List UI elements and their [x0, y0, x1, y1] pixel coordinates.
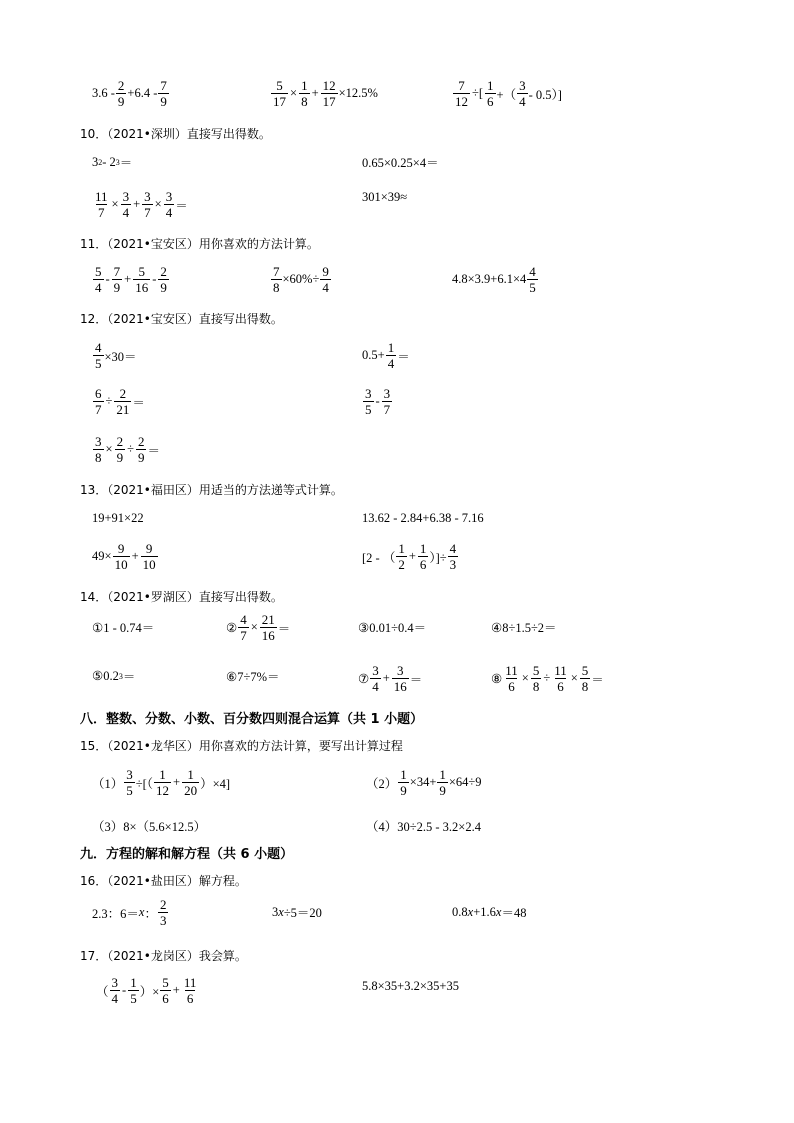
fraction: $\frac{9}{10}$ — [114, 541, 128, 572]
fraction: $\frac{4}{5}$ — [529, 264, 536, 295]
fraction: $\frac{1}{5}$ — [130, 975, 137, 1006]
fraction: $\frac{7}{8}$ — [273, 264, 280, 295]
question-17-title: 17．（2021•龙岗区）我会算。 — [80, 949, 247, 963]
q12-expr-d: $\frac{3}{5}$ - $\frac{3}{7}$ — [365, 386, 391, 417]
q14-expr-4: ④8÷1.5÷2＝ — [491, 621, 557, 635]
fraction: $\frac{1}{6}$ — [487, 78, 494, 109]
fraction: $\frac{9}{10}$ — [142, 541, 156, 572]
question-10-title: 10．（2021•深圳）直接写出得数。 — [80, 127, 271, 141]
question-16-title: 16．（2021•盐田区）解方程。 — [80, 874, 247, 888]
q15-expr-1: （1） $\frac{3}{5}$ ÷[（ $\frac{1}{12}$ + $\frac{1}{20}$ ）×4] — [92, 767, 231, 798]
fraction: $\frac{1}{4}$ — [387, 340, 395, 371]
q11-expr-a: $\frac{5}{4}$ - $\frac{7}{9}$ + $\frac{5}{16}$ - $\frac{2}{9}$ — [95, 264, 167, 295]
q13-expr-c: 49× $\frac{9}{10}$ + $\frac{9}{10}$ — [92, 541, 156, 572]
fraction: $\frac{3}{4}$ — [519, 78, 526, 109]
fraction: $\frac{2}{21}$ — [116, 386, 130, 417]
q14-expr-1: ①1 - 0.74＝ — [92, 621, 155, 635]
fraction: $\frac{9}{4}$ — [322, 264, 329, 295]
fraction: $\frac{3}{4}$ — [111, 975, 119, 1006]
fraction: $\frac{5}{4}$ — [95, 264, 102, 295]
expr-row0-2: $\frac{5}{17}$ × $\frac{1}{8}$ + $\frac{12}{17}$ ×12.5% — [273, 78, 378, 109]
fraction: $\frac{11}{6}$ — [554, 663, 567, 694]
q14-expr-8: ⑧ $\frac{11}{6}$ × $\frac{5}{8}$ ÷ $\frac{11}{6}$ × $\frac{5}{8}$ ＝ — [491, 663, 604, 694]
fraction: $\frac{7}{9}$ — [113, 264, 121, 295]
question-14-title: 14．（2021•罗湖区）直接写出得数。 — [80, 590, 283, 604]
expr-row0-3: $\frac{7}{12}$ ÷[ $\frac{1}{6}$ +（ $\frac{3}{4}$ - 0.5）] — [455, 78, 562, 109]
q12-expr-b: 0.5+ $\frac{1}{4}$ ＝ — [362, 340, 410, 371]
fraction: $\frac{4}{7}$ — [240, 612, 247, 643]
fraction: $\frac{1}{6}$ — [419, 541, 427, 572]
q15-expr-3: （3）8×（5.6×12.5） — [92, 820, 207, 834]
fraction: $\frac{7}{12}$ — [455, 78, 468, 109]
fraction: $\frac{2}{9}$ — [137, 434, 145, 465]
q17-expr-2: 5.8×35+3.2×35+35 — [362, 979, 459, 993]
q13-expr-b: 13.62 - 2.84+6.38 - 7.16 — [362, 511, 484, 525]
fraction: $\frac{3}{5}$ — [365, 386, 372, 417]
section-9-heading: 九．方程的解和解方程（共 6 小题） — [80, 847, 294, 862]
fraction: $\frac{1}{9}$ — [439, 767, 446, 798]
fraction: $\frac{3}{4}$ — [372, 663, 379, 694]
q12-expr-e: $\frac{3}{8}$ × $\frac{2}{9}$ ÷ $\frac{2}{9}$ ＝ — [95, 434, 160, 465]
q12-expr-a: $\frac{4}{5}$ ×30＝ — [95, 340, 137, 371]
question-12-title: 12．（2021•宝安区）直接写出得数。 — [80, 312, 283, 326]
fraction: $\frac{1}{2}$ — [398, 541, 405, 572]
q16-expr-2: 3 x ÷5＝20 — [272, 904, 322, 920]
fraction: $\frac{12}{17}$ — [322, 78, 336, 109]
q14-expr-5: ⑤0.2 3 ＝ — [92, 669, 136, 684]
q10-expr-d: 301×39≈ — [362, 190, 408, 204]
question-13-title: 13．（2021•福田区）用适当的方法递等式计算。 — [80, 483, 343, 497]
fraction: $\frac{5}{8}$ — [581, 663, 589, 694]
q13-expr-a: 19+91×22 — [92, 511, 144, 525]
fraction: $\frac{3}{16}$ — [393, 663, 407, 694]
q11-expr-b: $\frac{7}{8}$ ×60%÷ $\frac{9}{4}$ — [273, 264, 329, 295]
q11-expr-c: 4.8×3.9+6.1×4 $\frac{4}{5}$ — [452, 264, 536, 295]
fraction: $\frac{5}{16}$ — [135, 264, 149, 295]
q17-expr-1: （ $\frac{3}{4}$ - $\frac{1}{5}$ ）× $\frac{5}{6}$ + $\frac{11}{6}$ — [96, 975, 197, 1006]
fraction: $\frac{3}{5}$ — [126, 767, 133, 798]
q14-expr-6: ⑥7÷7%＝ — [226, 670, 280, 684]
q16-expr-3: 0.8 x +1.6 x ＝48 — [452, 904, 527, 920]
fraction: $\frac{3}{7}$ — [144, 189, 151, 220]
fraction: $\frac{3}{8}$ — [95, 434, 102, 465]
fraction: $\frac{1}{12}$ — [156, 767, 170, 798]
question-11-title: 11．（2021•宝安区）用你喜欢的方法计算。 — [80, 237, 319, 251]
fraction: $\frac{21}{16}$ — [261, 612, 275, 643]
q12-expr-c: $\frac{6}{7}$ ÷ $\frac{2}{21}$ ＝ — [95, 386, 145, 417]
q14-expr-2: ② $\frac{4}{7}$ × $\frac{21}{16}$ ＝ — [226, 612, 291, 643]
fraction: $\frac{1}{8}$ — [301, 78, 308, 109]
fraction: $\frac{1}{9}$ — [400, 767, 407, 798]
fraction: $\frac{5}{6}$ — [162, 975, 169, 1006]
fraction: $\frac{5}{17}$ — [273, 78, 286, 109]
q16-expr-1: 2.3：6＝ x ： $\frac{2}{3}$ — [92, 897, 167, 928]
fraction: $\frac{4}{5}$ — [95, 340, 102, 371]
fraction: $\frac{2}{3}$ — [159, 897, 167, 928]
q15-expr-4: （4）30÷2.5 - 3.2×2.4 — [366, 820, 481, 834]
fraction: $\frac{3}{4}$ — [165, 189, 173, 220]
q13-expr-d: [2 - （ $\frac{1}{2}$ + $\frac{1}{6}$ ）]÷ $\frac{4}{3}$ — [362, 541, 457, 572]
question-15-title: 15．（2021•龙华区）用你喜欢的方法计算，要写出计算过程 — [80, 739, 403, 753]
fraction: $\frac{2}{9}$ — [116, 434, 124, 465]
fraction: $\frac{6}{7}$ — [95, 386, 102, 417]
section-8-heading: 八．整数、分数、小数、百分数四则混合运算（共 1 小题） — [80, 712, 424, 727]
q15-expr-2: （2） $\frac{1}{9}$ ×34+ $\frac{1}{9}$ ×64÷9 — [366, 767, 482, 798]
fraction: $\frac{7}{9}$ — [160, 78, 167, 109]
fraction: $\frac{3}{4}$ — [122, 189, 130, 220]
fraction: $\frac{2}{9}$ — [117, 78, 125, 109]
expr-row0-1: 3.6 - $\frac{2}{9}$ +6.4 - $\frac{7}{9}$ — [92, 78, 167, 109]
fraction: $\frac{11}{6}$ — [183, 975, 197, 1006]
fraction: $\frac{1}{20}$ — [184, 767, 198, 798]
fraction: $\frac{3}{7}$ — [383, 386, 391, 417]
q10-expr-b: 0.65×0.25×4＝ — [362, 156, 439, 170]
q10-expr-c: $\frac{11}{7}$ × $\frac{3}{4}$ + $\frac{3}{7}$ × $\frac{3}{4}$ ＝ — [95, 189, 188, 220]
q14-expr-7: ⑦ $\frac{3}{4}$ + $\frac{3}{16}$ ＝ — [358, 663, 423, 694]
fraction: $\frac{11}{6}$ — [505, 663, 518, 694]
fraction: $\frac{11}{7}$ — [95, 189, 108, 220]
q10-expr-a: 3 2 - 2 3 ＝ — [92, 154, 133, 170]
fraction: $\frac{5}{8}$ — [532, 663, 540, 694]
q14-expr-3: ③0.01÷0.4＝ — [358, 621, 427, 635]
fraction: $\frac{2}{9}$ — [160, 264, 167, 295]
fraction: $\frac{4}{3}$ — [449, 541, 457, 572]
